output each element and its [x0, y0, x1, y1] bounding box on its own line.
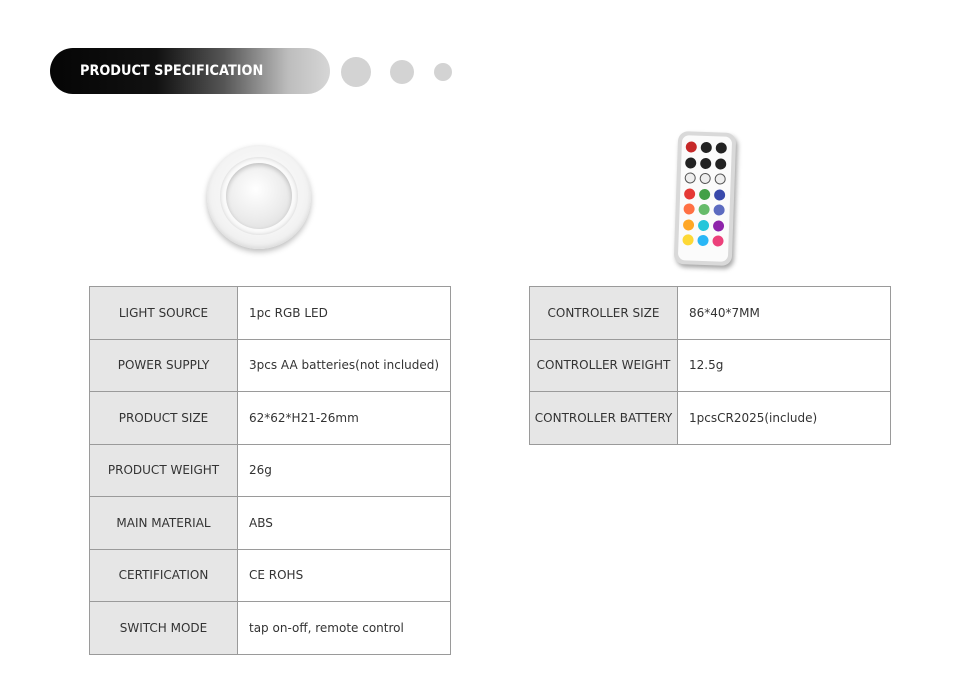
- puck-light-image: [207, 145, 311, 249]
- spec-value: tap on-off, remote control: [238, 602, 451, 655]
- remote-button: [685, 172, 696, 183]
- remote-button: [698, 219, 709, 230]
- spec-label: PRODUCT SIZE: [90, 392, 238, 445]
- remote-control-image: [674, 131, 737, 266]
- remote-button: [712, 235, 723, 246]
- puck-light-ring: [220, 157, 298, 235]
- remote-button: [682, 234, 693, 245]
- spec-value: 62*62*H21-26mm: [238, 392, 451, 445]
- decorative-dot: [434, 63, 452, 81]
- decorative-dot: [341, 57, 371, 87]
- remote-button: [697, 235, 708, 246]
- spec-row: [530, 339, 891, 392]
- spec-row: [90, 497, 451, 550]
- spec-value: 3pcs AA batteries(not included): [238, 339, 451, 392]
- spec-value: 1pc RGB LED: [238, 287, 451, 340]
- puck-light-lens: [226, 163, 292, 229]
- spec-value: 86*40*7MM: [678, 287, 891, 340]
- remote-button: [714, 189, 725, 200]
- spec-row: [90, 287, 451, 340]
- spec-value: 1pcsCR2025(include): [678, 392, 891, 445]
- spec-row: [90, 339, 451, 392]
- remote-button: [683, 219, 694, 230]
- spec-value: CE ROHS: [238, 549, 451, 602]
- remote-button: [713, 220, 724, 231]
- spec-row: [530, 392, 891, 445]
- section-banner: [50, 48, 330, 94]
- decorative-dot: [390, 60, 414, 84]
- remote-button: [700, 173, 711, 184]
- remote-button: [715, 158, 726, 169]
- remote-button: [701, 142, 712, 153]
- spec-row: [90, 444, 451, 497]
- remote-button: [699, 188, 710, 199]
- product-spec-table: [89, 286, 451, 655]
- remote-button: [715, 173, 726, 184]
- controller-spec-table: [529, 286, 891, 445]
- spec-label: MAIN MATERIAL: [90, 497, 238, 550]
- spec-value: 26g: [238, 444, 451, 497]
- remote-control-face: [678, 135, 732, 262]
- section-title: PRODUCT SPECIFICATION: [80, 63, 264, 79]
- remote-button: [684, 188, 695, 199]
- spec-row: [90, 549, 451, 602]
- remote-button: [700, 157, 711, 168]
- remote-button: [686, 141, 697, 152]
- spec-label: CONTROLLER SIZE: [530, 287, 678, 340]
- remote-button: [685, 157, 696, 168]
- spec-label: SWITCH MODE: [90, 602, 238, 655]
- spec-row: [530, 287, 891, 340]
- spec-value: 12.5g: [678, 339, 891, 392]
- remote-button: [713, 204, 724, 215]
- spec-label: CONTROLLER WEIGHT: [530, 339, 678, 392]
- spec-row: [90, 392, 451, 445]
- remote-button: [683, 203, 694, 214]
- spec-row: [90, 602, 451, 655]
- remote-button: [716, 142, 727, 153]
- spec-label: CONTROLLER BATTERY: [530, 392, 678, 445]
- spec-label: LIGHT SOURCE: [90, 287, 238, 340]
- remote-button: [698, 204, 709, 215]
- spec-value: ABS: [238, 497, 451, 550]
- spec-label: POWER SUPPLY: [90, 339, 238, 392]
- spec-label: PRODUCT WEIGHT: [90, 444, 238, 497]
- spec-label: CERTIFICATION: [90, 549, 238, 602]
